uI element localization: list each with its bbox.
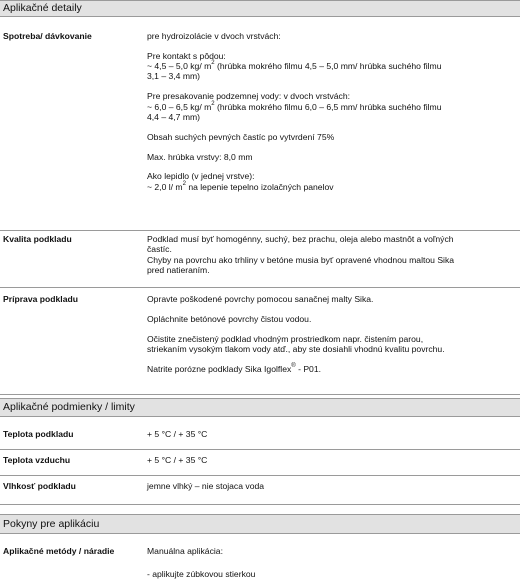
solids-content: Obsah suchých pevných častíc po vytvrdení 75%	[147, 131, 335, 142]
section-title: Aplikačné detaily	[3, 2, 82, 15]
row-value	[147, 31, 515, 192]
text-line: Chyby na povrchu ako trhliny v betóne musia byť opravené vhodnou maltou Sika	[147, 254, 455, 265]
adhesive-line: ~ 2,0 l/ $m^2$ na lepenie tepelno izolačných panelov	[147, 180, 334, 192]
text-line: striekaním vysokým tlakom vody atď., aby ste dosiahli vhodnú kvalitu povrchu.	[147, 343, 445, 354]
water-line2: 4,4 – 4,7 mm)	[147, 111, 201, 122]
text-line: Manuálna aplikácia:	[147, 546, 223, 556]
row-value	[147, 546, 515, 580]
row-label: Príprava podkladu	[3, 294, 78, 304]
soil-line2: 3,1 – 3,4 mm)	[147, 71, 201, 82]
prep-step: Natrite porózne podklady Sika Igolflex® - P01.	[147, 362, 322, 374]
row-substrate-temperature	[0, 426, 520, 450]
section-title: Aplikačné podmienky / limity	[3, 401, 135, 414]
row-label: Spotreba/ dávkovanie	[3, 31, 92, 41]
prep-step: Opravte poškodené povrchy pomocou sanačnej malty Sika.	[147, 294, 374, 304]
row-value	[147, 294, 515, 374]
text-line: Očistite znečistený podklad vhodným prostriedkom napr. čistením parou,	[147, 333, 424, 344]
text-line: - aplikujte zúbkovou stierkou	[147, 569, 256, 580]
row-label: Aplikačné metódy / náradie	[3, 546, 115, 556]
soil-heading: Pre kontakt s pôdou:	[147, 50, 226, 61]
prep-step: Opláchnite betónové povrchy čistou vodou.	[147, 313, 312, 324]
prep-step	[147, 334, 515, 355]
consumption-soil	[147, 51, 515, 82]
row-label: Teplota podkladu	[3, 429, 74, 439]
section-header-application-instructions	[0, 514, 520, 534]
row-application-methods	[0, 543, 520, 588]
row-value: jemne vlhký – nie stojaca voda	[147, 481, 265, 491]
consumption-intro: pre hydroizolácie v dvoch vrstvách:	[147, 31, 281, 41]
section-header-application-conditions	[0, 398, 520, 417]
row-substrate-preparation	[0, 291, 520, 395]
row-value: + 5 °C / + 35 °C	[147, 429, 208, 439]
row-value	[147, 234, 515, 275]
row-label: Teplota vzduchu	[3, 455, 71, 465]
row-substrate-quality	[0, 231, 520, 288]
row-consumption	[0, 28, 520, 231]
row-substrate-moisture	[0, 478, 520, 505]
water-heading: Pre presakovanie podzemnej vody: v dvoch vrstvách:	[147, 91, 351, 102]
adhesive-heading: Ako lepidlo (v jednej vrstve):	[147, 171, 255, 182]
row-label: Vlhkosť podkladu	[3, 481, 76, 491]
soil-line1: ~ 4,5 – 5,0 kg/ $m^2$ (hrúbka mokrého filmu 4,5 – 5,0 mm/ hrúbka suchého filmu	[147, 60, 442, 72]
row-air-temperature	[0, 452, 520, 476]
row-label: Kvalita podkladu	[3, 234, 72, 244]
text-line: častíc.	[147, 244, 172, 255]
text-line: pred natieraním.	[147, 264, 210, 275]
section-header-application-details	[0, 0, 520, 17]
consumption-water	[147, 91, 515, 122]
consumption-adhesive	[147, 171, 515, 192]
text-line: Podklad musí byť homogénny, suchý, bez prachu, oleja alebo mastnôt a voľných	[147, 234, 454, 244]
section-title: Pokyny pre aplikáciu	[3, 517, 100, 530]
row-value: + 5 °C / + 35 °C	[147, 455, 208, 465]
max-thickness: Max. hrúbka vrstvy: 8,0 mm	[147, 151, 253, 162]
water-line1: ~ 6,0 – 6,5 kg/ $m^2$ (hrúbka mokrého filmu 6,0 – 6,5 mm/ hrúbka suchého filmu	[147, 100, 442, 112]
